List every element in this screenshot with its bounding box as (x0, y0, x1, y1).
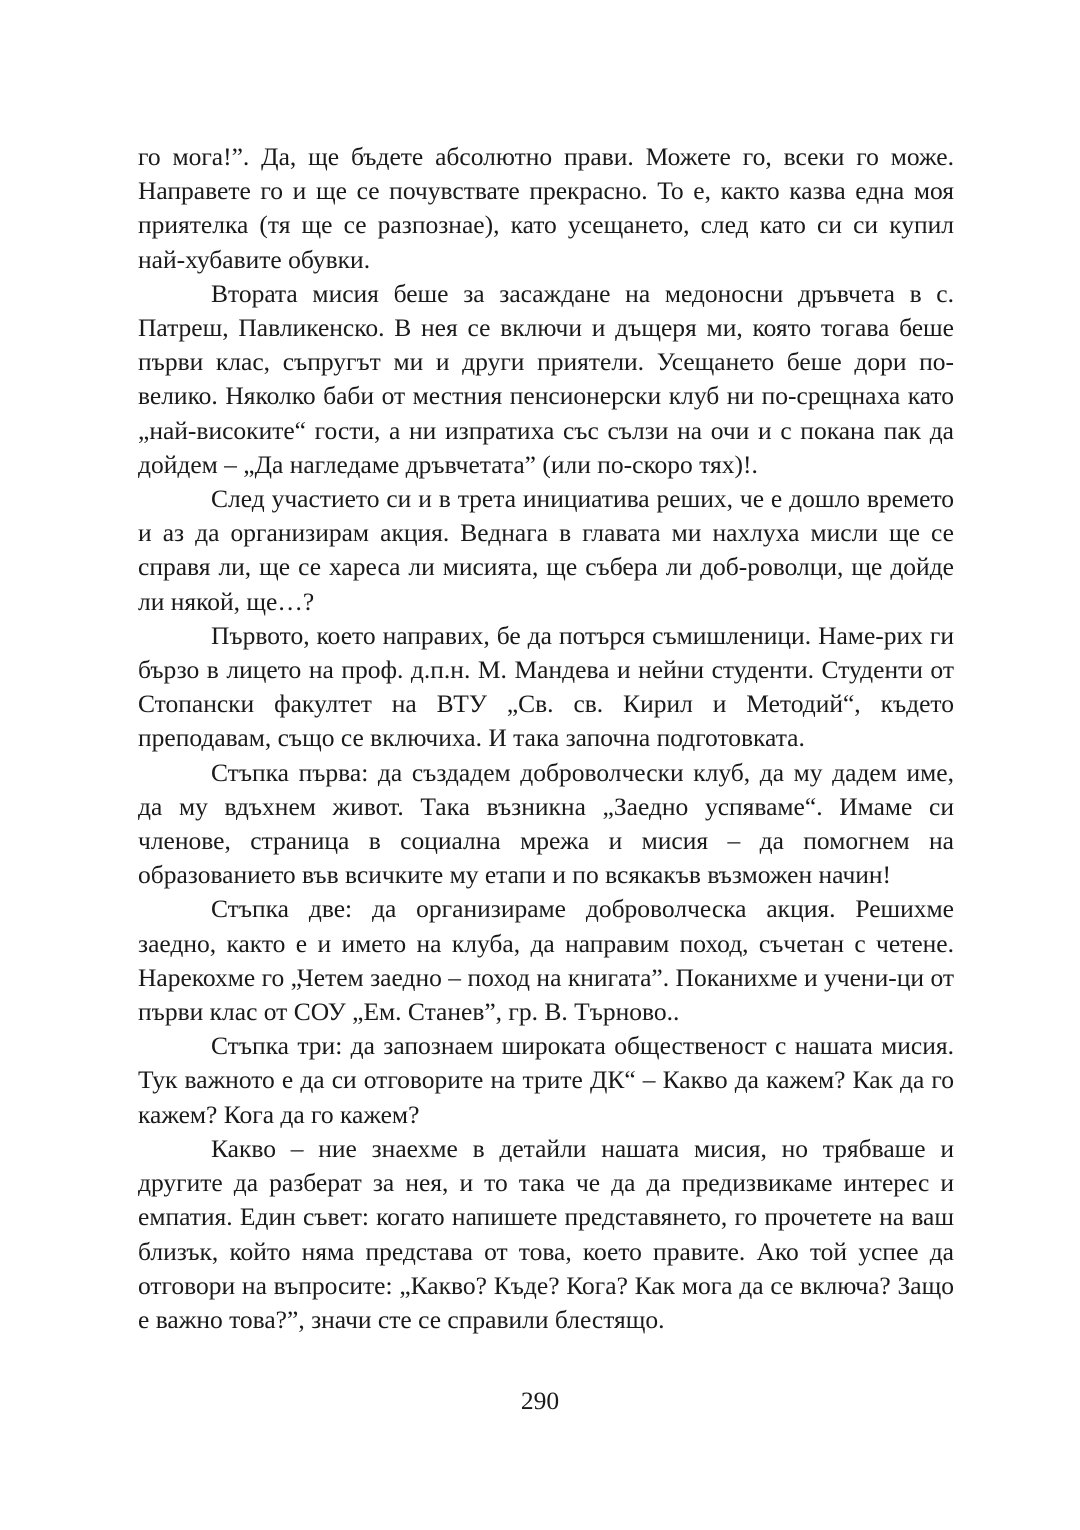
page-number: 290 (520, 1386, 560, 1415)
paragraph-what: Какво – ние знаехме в детайли нашата мисия, но трябваше и другите да разберат за нея, и то така че да да предизвикаме интерес и емпатия. Един съвет: когато напишете представянето, го прочетете на ваш близък, който няма представа от това, което правите. Ако той успее да отговори на въпросите: „Какво? Къде? Кога? Как мога да се включа? Защо е важно това?”, значи сте се справили блестящо. (138, 1133, 954, 1334)
paragraph-step-one: Стъпка първа: да създадем доброволчески клуб, да му дадем име, да му вдъхнем живот. Така възникна „Заедно успяваме“. Имаме си членове, страница в социална мрежа и мисия – да помогнем на образованието във всичките му етапи и по всякакъв възможен начин! (138, 757, 954, 890)
paragraph-continuation: го мога!”. Да, ще бъдете абсолютно прави. Можете го, всеки го може. Направете го и ще се почувствате прекрасно. То е, както казва една моя приятелка (тя ще се разпознае), като усещането, след като си си купил най-хубавите обувки. (138, 142, 954, 274)
paragraph-step-two: Стъпка две: да организираме доброволческа акция. Решихме заедно, както е и името на клуба, да направим поход, съчетан с четене. Нарекохме го „Четем заедно – поход на книгата”. Поканихме и учени-ци от първи клас от СОУ „Ем. Станев”, гр. В. Търново.. (138, 894, 954, 1027)
paragraph-step-three: Стъпка три: да запознаем широката общественост с нашата мисия. Тук важното е да си отговорите на трите ДК“ – Какво да кажем? Как да го кажем? Кога да го кажем? (138, 1031, 954, 1129)
paragraph-like-minded: Първото, което направих, бе да потърся съмишленици. Наме-рих ги бързо в лицето на проф. д.п.н. М. Мандева и нейни студенти. Студенти от Стопански факултет на ВТУ „Св. св. Кирил и Методий“, където преподавам, също се включиха. И така започна подготовката. (138, 620, 954, 753)
paragraph-third-initiative: След участието си и в трета инициатива реших, че е дошло времето и аз да организирам акция. Веднага в главата ми нахлуха мисли ще се справя ли, ще се хареса ли мисията, ще събера ли доб-роволци, ще дойде ли някой, ще…? (138, 484, 954, 616)
body-text (138, 140, 954, 1337)
paragraph-second-mission: Втората мисия беше за засаждане на медоносни дръвчета в с. Патреш, Павликенско. В нея се включи и дъщеря ми, която тогава беше първи клас, съпругът ми и други приятели. Усещането беше дори по-велико. Няколко баби от местния пенсионерски клуб ни по-срещнаха като „най-високите“ гости, а ни изпратиха със сълзи на очи и с покана пак да дойдем – „Да нагледаме дръвчетата” (или по-скоро тях)!. (138, 278, 954, 479)
